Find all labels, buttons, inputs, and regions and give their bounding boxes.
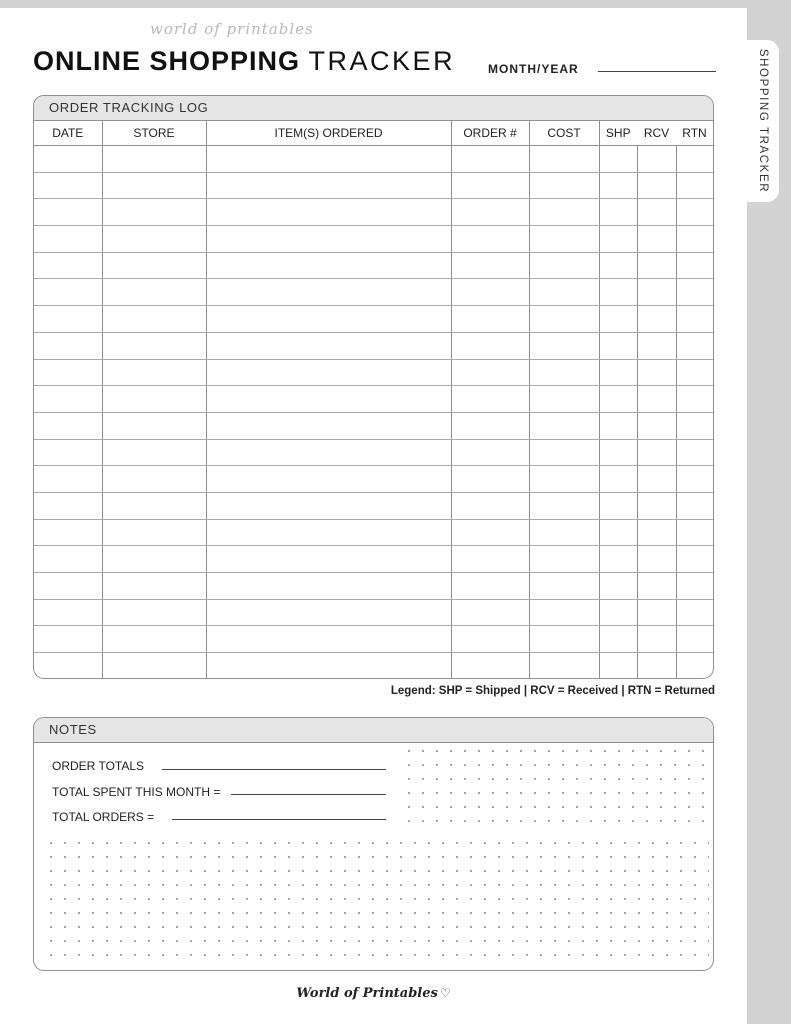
table-cell[interactable] bbox=[676, 439, 713, 466]
total-orders-label: TOTAL ORDERS = bbox=[52, 810, 155, 824]
table-cell[interactable] bbox=[676, 306, 713, 333]
table-row bbox=[34, 252, 713, 279]
notes-title: NOTES bbox=[34, 718, 713, 743]
table-cell[interactable] bbox=[529, 252, 599, 279]
footer-logo bbox=[0, 986, 747, 1001]
table-cell[interactable] bbox=[451, 279, 529, 306]
table-cell[interactable] bbox=[206, 573, 451, 600]
table-cell[interactable] bbox=[102, 546, 206, 573]
table-cell[interactable] bbox=[599, 412, 637, 439]
table-cell[interactable] bbox=[34, 332, 102, 359]
table-cell[interactable] bbox=[599, 252, 637, 279]
heart-icon: ♡ bbox=[439, 986, 451, 1000]
table-cell[interactable] bbox=[529, 199, 599, 226]
table-cell[interactable] bbox=[451, 599, 529, 626]
footer-brand-text: World of Printables bbox=[296, 986, 438, 1001]
column-header-shp: SHP bbox=[599, 121, 637, 146]
order-table bbox=[34, 121, 713, 679]
table-cell[interactable] bbox=[637, 412, 676, 439]
table-row bbox=[34, 199, 713, 226]
table-cell[interactable] bbox=[599, 279, 637, 306]
table-row bbox=[34, 626, 713, 653]
table-cell[interactable] bbox=[599, 466, 637, 493]
table-cell[interactable] bbox=[637, 519, 676, 546]
table-cell[interactable] bbox=[676, 359, 713, 386]
table-cell[interactable] bbox=[637, 439, 676, 466]
table-cell[interactable] bbox=[451, 439, 529, 466]
table-cell[interactable] bbox=[529, 306, 599, 333]
table-row bbox=[34, 226, 713, 253]
table-cell[interactable] bbox=[529, 359, 599, 386]
table-cell[interactable] bbox=[637, 359, 676, 386]
column-header-order-number: ORDER # bbox=[451, 121, 529, 146]
table-cell[interactable] bbox=[676, 199, 713, 226]
table-cell[interactable] bbox=[676, 172, 713, 199]
column-header-store: STORE bbox=[102, 121, 206, 146]
table-cell[interactable] bbox=[599, 306, 637, 333]
table-cell[interactable] bbox=[206, 332, 451, 359]
table-cell[interactable] bbox=[529, 439, 599, 466]
table-cell[interactable] bbox=[102, 439, 206, 466]
table-cell[interactable] bbox=[34, 466, 102, 493]
table-cell[interactable] bbox=[529, 573, 599, 600]
table-cell[interactable] bbox=[637, 466, 676, 493]
table-cell[interactable] bbox=[676, 412, 713, 439]
table-cell[interactable] bbox=[206, 386, 451, 413]
table-cell[interactable] bbox=[34, 412, 102, 439]
table-cell[interactable] bbox=[206, 466, 451, 493]
table-row bbox=[34, 573, 713, 600]
table-cell[interactable] bbox=[102, 519, 206, 546]
table-row bbox=[34, 359, 713, 386]
table-cell[interactable] bbox=[676, 573, 713, 600]
dot-grid-bottom bbox=[44, 836, 709, 966]
table-cell[interactable] bbox=[102, 599, 206, 626]
table-row bbox=[34, 306, 713, 333]
table-cell[interactable] bbox=[599, 199, 637, 226]
table-cell[interactable] bbox=[529, 546, 599, 573]
table-cell[interactable] bbox=[102, 573, 206, 600]
table-cell[interactable] bbox=[676, 146, 713, 173]
legend: Legend: SHP = Shipped | RCV = Received | RTN = Returned bbox=[390, 685, 715, 697]
table-cell[interactable] bbox=[529, 332, 599, 359]
table-cell[interactable] bbox=[529, 412, 599, 439]
table-cell[interactable] bbox=[206, 653, 451, 679]
table-cell[interactable] bbox=[102, 172, 206, 199]
table-cell[interactable] bbox=[599, 653, 637, 679]
table-row bbox=[34, 332, 713, 359]
table-cell[interactable] bbox=[34, 172, 102, 199]
table-cell[interactable] bbox=[676, 386, 713, 413]
table-cell[interactable] bbox=[206, 626, 451, 653]
table-cell[interactable] bbox=[102, 199, 206, 226]
total-spent-field[interactable] bbox=[231, 794, 386, 795]
table-cell[interactable] bbox=[102, 146, 206, 173]
table-cell[interactable] bbox=[529, 226, 599, 253]
table-cell[interactable] bbox=[34, 599, 102, 626]
table-cell[interactable] bbox=[34, 492, 102, 519]
table-cell[interactable] bbox=[676, 653, 713, 679]
table-cell[interactable] bbox=[676, 519, 713, 546]
table-cell[interactable] bbox=[451, 252, 529, 279]
table-cell[interactable] bbox=[206, 146, 451, 173]
table-cell[interactable] bbox=[206, 279, 451, 306]
table-cell[interactable] bbox=[451, 626, 529, 653]
table-cell[interactable] bbox=[206, 226, 451, 253]
table-cell[interactable] bbox=[451, 199, 529, 226]
table-cell[interactable] bbox=[102, 279, 206, 306]
table-cell[interactable] bbox=[529, 626, 599, 653]
table-cell[interactable] bbox=[529, 386, 599, 413]
table-cell[interactable] bbox=[206, 492, 451, 519]
table-cell[interactable] bbox=[676, 599, 713, 626]
table-cell[interactable] bbox=[102, 386, 206, 413]
table-cell[interactable] bbox=[34, 146, 102, 173]
order-totals-label: ORDER TOTALS bbox=[52, 759, 145, 773]
table-cell[interactable] bbox=[676, 252, 713, 279]
table-cell[interactable] bbox=[102, 412, 206, 439]
table-cell[interactable] bbox=[34, 439, 102, 466]
table-cell[interactable] bbox=[637, 279, 676, 306]
order-totals-field[interactable] bbox=[162, 769, 386, 770]
table-cell[interactable] bbox=[102, 359, 206, 386]
table-row bbox=[34, 279, 713, 306]
table-cell[interactable] bbox=[637, 492, 676, 519]
table-row bbox=[34, 412, 713, 439]
table-cell[interactable] bbox=[599, 386, 637, 413]
title-bold: ONLINE SHOPPING bbox=[33, 46, 301, 76]
table-cell[interactable] bbox=[529, 172, 599, 199]
table-cell[interactable] bbox=[102, 332, 206, 359]
table-cell[interactable] bbox=[34, 359, 102, 386]
table-cell[interactable] bbox=[529, 279, 599, 306]
table-cell[interactable] bbox=[451, 172, 529, 199]
table-row bbox=[34, 653, 713, 679]
side-tab-label-wrap bbox=[747, 40, 779, 202]
table-cell[interactable] bbox=[206, 306, 451, 333]
table-cell[interactable] bbox=[34, 226, 102, 253]
table-cell[interactable] bbox=[637, 306, 676, 333]
table-cell[interactable] bbox=[451, 226, 529, 253]
table-cell[interactable] bbox=[637, 626, 676, 653]
table-cell[interactable] bbox=[599, 626, 637, 653]
table-cell[interactable] bbox=[599, 226, 637, 253]
table-cell[interactable] bbox=[451, 386, 529, 413]
table-cell[interactable] bbox=[529, 492, 599, 519]
table-cell[interactable] bbox=[637, 172, 676, 199]
title-light: TRACKER bbox=[308, 46, 456, 76]
table-cell[interactable] bbox=[102, 653, 206, 679]
table-cell[interactable] bbox=[34, 546, 102, 573]
table-cell[interactable] bbox=[102, 252, 206, 279]
table-cell[interactable] bbox=[451, 146, 529, 173]
notes-section bbox=[33, 717, 714, 971]
total-spent-label: TOTAL SPENT THIS MONTH = bbox=[52, 785, 221, 799]
table-cell[interactable] bbox=[637, 599, 676, 626]
table-cell[interactable] bbox=[529, 519, 599, 546]
table-cell[interactable] bbox=[637, 573, 676, 600]
table-cell[interactable] bbox=[599, 146, 637, 173]
table-cell[interactable] bbox=[599, 573, 637, 600]
table-cell[interactable] bbox=[451, 359, 529, 386]
table-cell[interactable] bbox=[599, 519, 637, 546]
table-cell[interactable] bbox=[102, 492, 206, 519]
table-cell[interactable] bbox=[529, 466, 599, 493]
table-cell[interactable] bbox=[676, 279, 713, 306]
total-orders-field[interactable] bbox=[172, 819, 386, 820]
table-cell[interactable] bbox=[451, 653, 529, 679]
table-cell[interactable] bbox=[599, 359, 637, 386]
table-cell[interactable] bbox=[206, 199, 451, 226]
table-row bbox=[34, 439, 713, 466]
table-cell[interactable] bbox=[34, 573, 102, 600]
table-cell[interactable] bbox=[676, 226, 713, 253]
table-cell[interactable] bbox=[451, 412, 529, 439]
table-cell[interactable] bbox=[102, 626, 206, 653]
table-row bbox=[34, 172, 713, 199]
table-cell[interactable] bbox=[599, 599, 637, 626]
table-cell[interactable] bbox=[206, 546, 451, 573]
table-row bbox=[34, 386, 713, 413]
table-cell[interactable] bbox=[637, 546, 676, 573]
log-title: ORDER TRACKING LOG bbox=[34, 96, 713, 121]
month-year-field[interactable] bbox=[598, 71, 716, 72]
column-header-rtn: RTN bbox=[676, 121, 713, 146]
table-row bbox=[34, 599, 713, 626]
table-cell[interactable] bbox=[676, 492, 713, 519]
table-cell[interactable] bbox=[34, 386, 102, 413]
table-cell[interactable] bbox=[206, 359, 451, 386]
table-cell[interactable] bbox=[637, 252, 676, 279]
table-cell[interactable] bbox=[637, 226, 676, 253]
table-cell[interactable] bbox=[451, 306, 529, 333]
column-header-cost: COST bbox=[529, 121, 599, 146]
table-cell[interactable] bbox=[206, 172, 451, 199]
table-cell[interactable] bbox=[451, 546, 529, 573]
order-tracking-log bbox=[33, 95, 714, 679]
table-cell[interactable] bbox=[451, 519, 529, 546]
table-cell[interactable] bbox=[599, 546, 637, 573]
column-header-rcv: RCV bbox=[637, 121, 676, 146]
table-cell[interactable] bbox=[34, 626, 102, 653]
brand-script-logo: world of printables bbox=[150, 20, 314, 38]
table-cell[interactable] bbox=[676, 626, 713, 653]
table-cell[interactable] bbox=[529, 146, 599, 173]
month-year-label: MONTH/YEAR bbox=[488, 62, 579, 76]
table-cell[interactable] bbox=[206, 252, 451, 279]
table-cell[interactable] bbox=[451, 492, 529, 519]
table-row bbox=[34, 146, 713, 173]
table-cell[interactable] bbox=[599, 332, 637, 359]
table-cell[interactable] bbox=[529, 599, 599, 626]
column-header-items: ITEM(S) ORDERED bbox=[206, 121, 451, 146]
table-cell[interactable] bbox=[637, 653, 676, 679]
table-header-row bbox=[34, 121, 713, 146]
table-cell[interactable] bbox=[637, 386, 676, 413]
table-cell[interactable] bbox=[451, 332, 529, 359]
table-row bbox=[34, 466, 713, 493]
table-row bbox=[34, 546, 713, 573]
table-cell[interactable] bbox=[451, 466, 529, 493]
side-tab-label: SHOPPING TRACKER bbox=[757, 48, 769, 194]
table-cell[interactable] bbox=[206, 519, 451, 546]
table-cell[interactable] bbox=[34, 306, 102, 333]
table-cell[interactable] bbox=[637, 332, 676, 359]
table-body bbox=[34, 146, 713, 679]
column-header-date: DATE bbox=[34, 121, 102, 146]
table-cell[interactable] bbox=[676, 332, 713, 359]
table-cell[interactable] bbox=[206, 599, 451, 626]
table-cell[interactable] bbox=[206, 439, 451, 466]
page-title bbox=[33, 46, 455, 77]
table-cell[interactable] bbox=[529, 653, 599, 679]
table-cell[interactable] bbox=[102, 306, 206, 333]
table-cell[interactable] bbox=[34, 279, 102, 306]
table-cell[interactable] bbox=[676, 546, 713, 573]
table-cell[interactable] bbox=[206, 412, 451, 439]
table-cell[interactable] bbox=[637, 199, 676, 226]
table-cell[interactable] bbox=[676, 466, 713, 493]
table-cell[interactable] bbox=[34, 519, 102, 546]
table-cell[interactable] bbox=[451, 573, 529, 600]
dot-grid-right bbox=[402, 744, 712, 834]
table-cell[interactable] bbox=[599, 492, 637, 519]
table-row bbox=[34, 492, 713, 519]
table-cell[interactable] bbox=[637, 146, 676, 173]
table-cell[interactable] bbox=[599, 439, 637, 466]
table-cell[interactable] bbox=[102, 466, 206, 493]
table-cell[interactable] bbox=[599, 172, 637, 199]
table-cell[interactable] bbox=[102, 226, 206, 253]
table-cell[interactable] bbox=[34, 252, 102, 279]
table-cell[interactable] bbox=[34, 653, 102, 679]
table-cell[interactable] bbox=[34, 199, 102, 226]
table-row bbox=[34, 519, 713, 546]
